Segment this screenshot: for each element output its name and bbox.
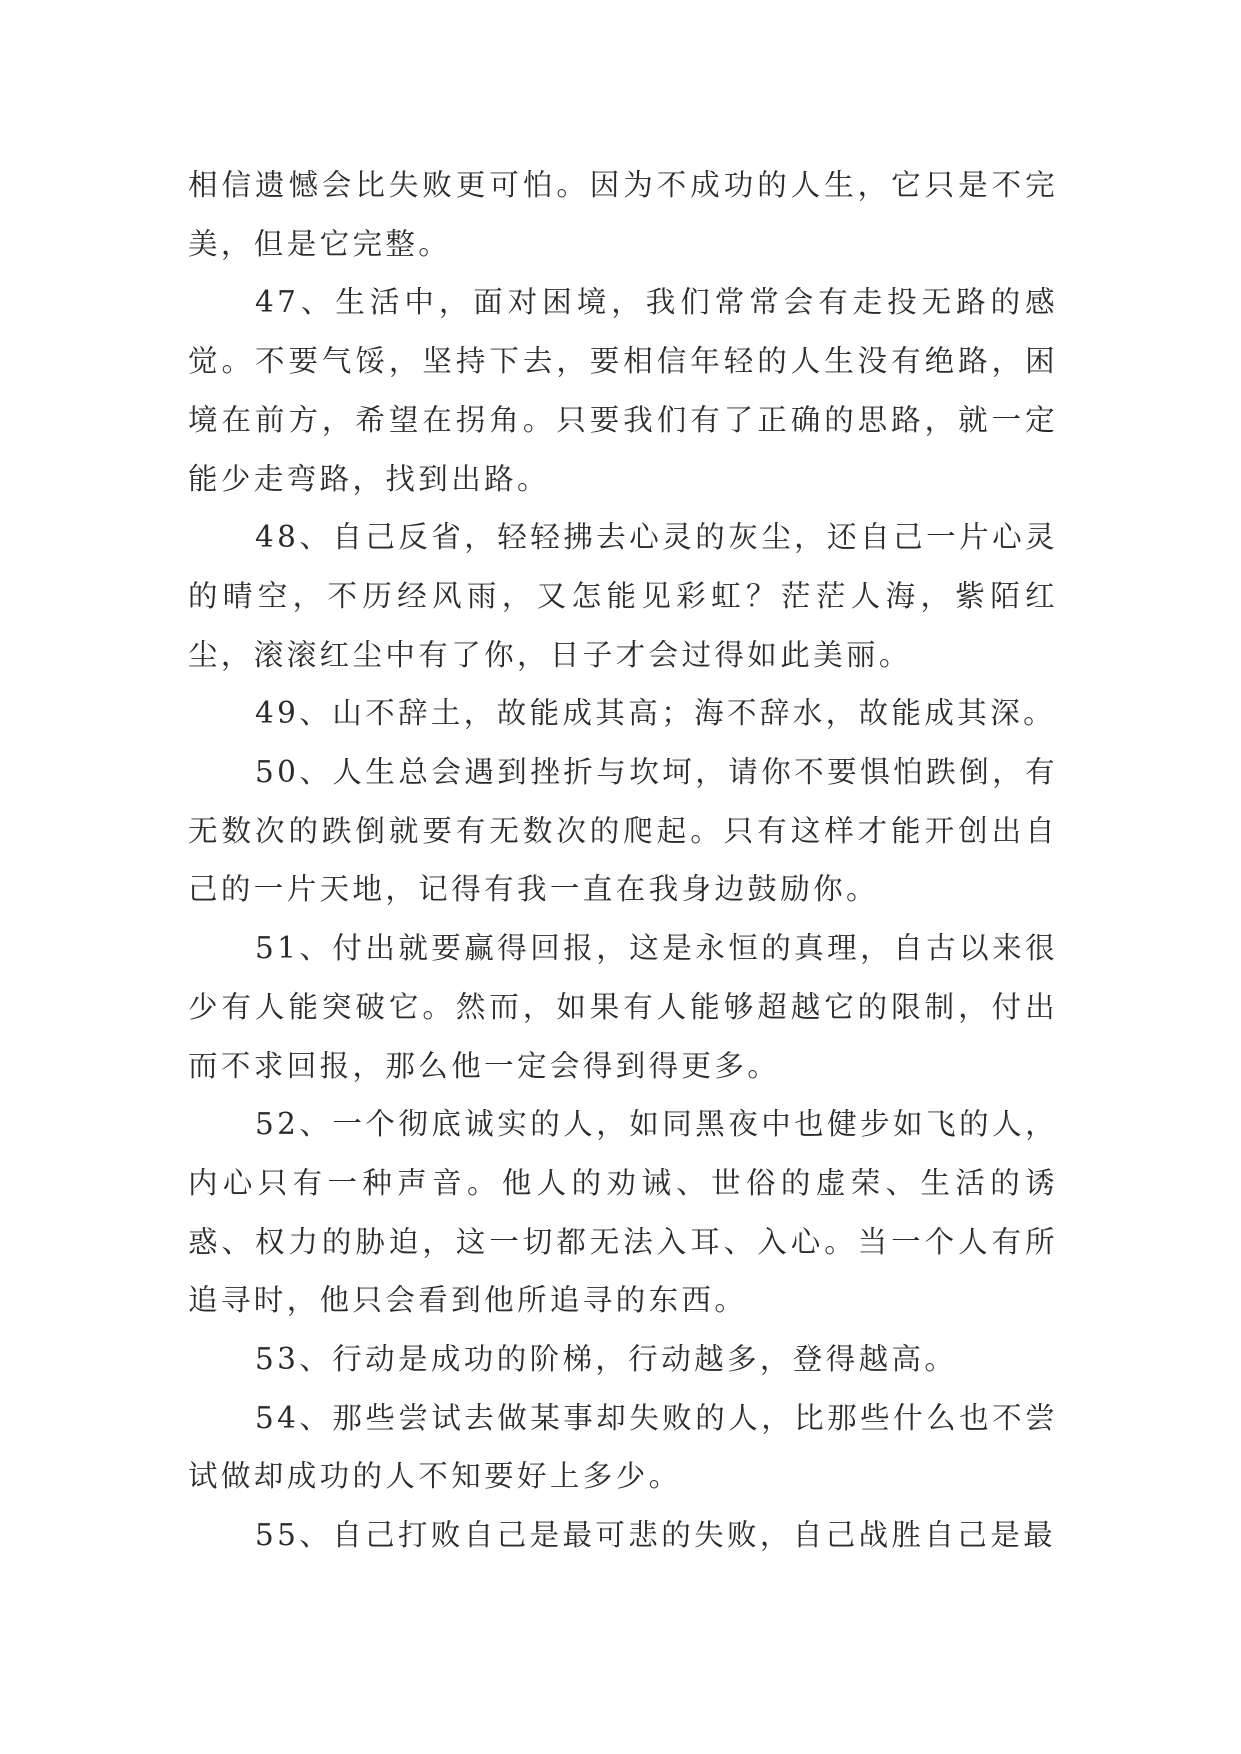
paragraph-51: 51、付出就要赢得回报，这是永恒的真理，自古以来很少有人能突破它。然而，如果有人能够超越它的限制，付出而不求回报，那么他一定会得到得更多。 — [188, 931, 1058, 1083]
paragraph-49: 49、山不辞土，故能成其高；海不辞水，故能成其深。 — [254, 696, 1056, 731]
paragraph-48: 48、自己反省，轻轻拂去心灵的灰尘，还自己一片心灵的晴空，不历经风雨，又怎能见彩虹？茫茫人海，紫陌红尘，滚滚红尘中有了你，日子才会过得如此美丽。 — [188, 520, 1058, 672]
paragraph-55: 55、自己打败自己是最可悲的失败，自己战胜自己是最 — [254, 1518, 1056, 1553]
paragraph-52: 52、一个彻底诚实的人，如同黑夜中也健步如飞的人，内心只有一种声音。他人的劝诫、世俗的虚荣、生活的诱惑、权力的胁迫，这一切都无法入耳、入心。当一个人有所追寻时，他只会看到他所追寻的东西。 — [188, 1107, 1058, 1318]
paragraph-50: 50、人生总会遇到挫折与坎坷，请你不要惧怕跌倒，有无数次的跌倒就要有无数次的爬起。只有这样才能开创出自己的一片天地，记得有我一直在我身边鼓励你。 — [188, 755, 1058, 907]
paragraph-47: 47、生活中，面对困境，我们常常会有走投无路的感觉。不要气馁，坚持下去，要相信年轻的人生没有绝路，困境在前方，希望在拐角。只要我们有了正确的思路，就一定能少走弯路，找到出路。 — [188, 285, 1058, 496]
document-body — [188, 156, 1058, 1565]
paragraph-continuation: 相信遗憾会比失败更可怕。因为不成功的人生，它只是不完美，但是它完整。 — [188, 168, 1058, 261]
paragraph-53: 53、行动是成功的阶梯，行动越多，登得越高。 — [254, 1342, 958, 1377]
paragraph-54: 54、那些尝试去做某事却失败的人，比那些什么也不尝试做却成功的人不知要好上多少。 — [188, 1400, 1058, 1494]
